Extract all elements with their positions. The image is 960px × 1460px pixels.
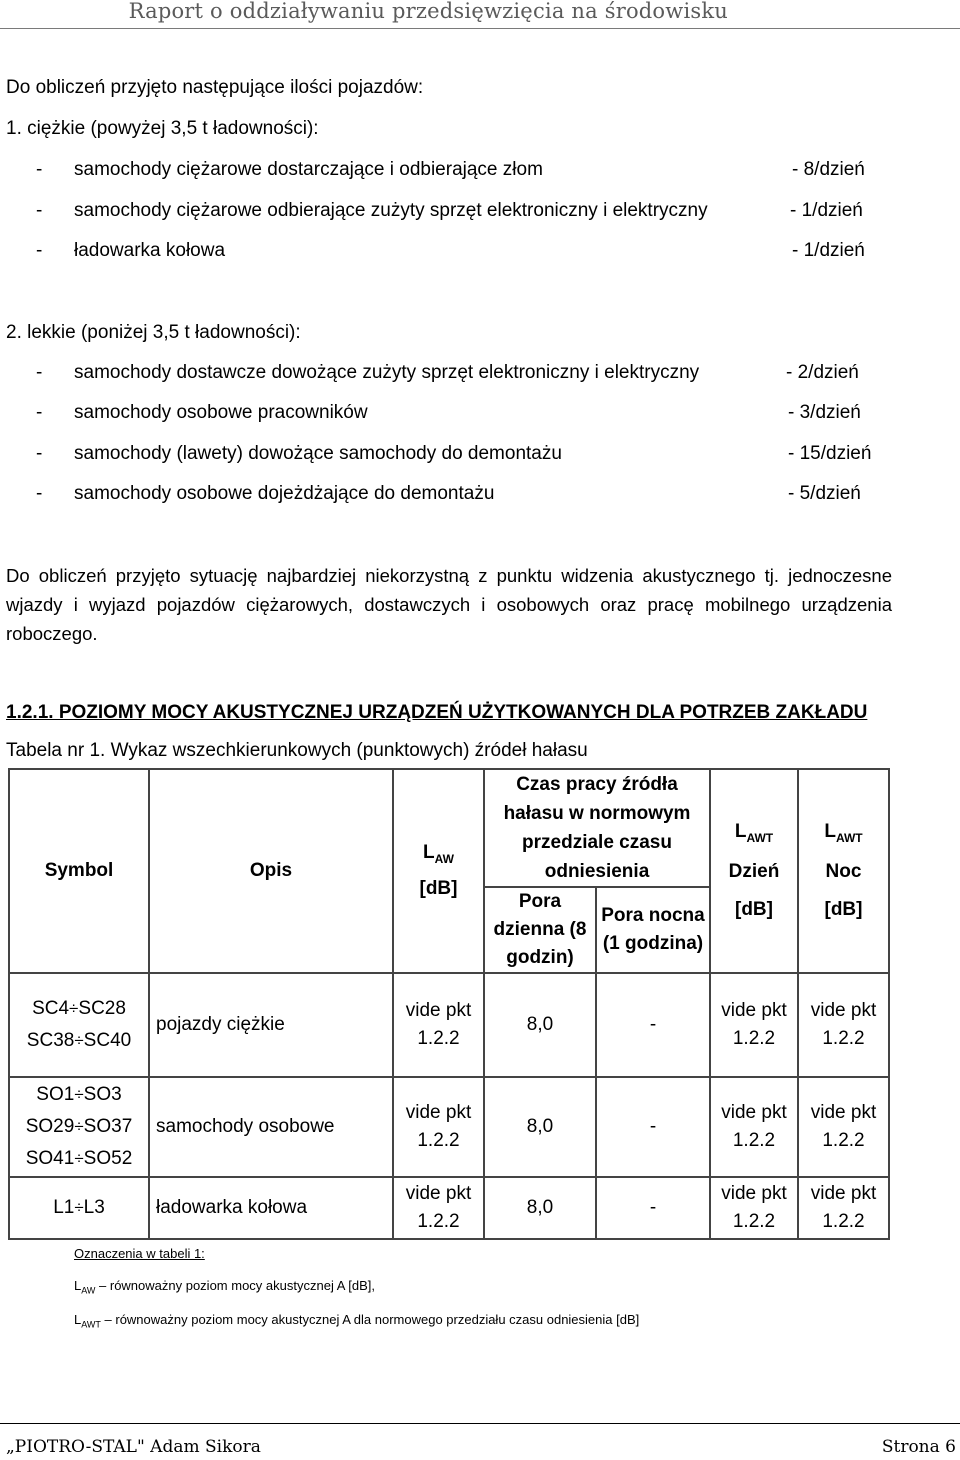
group1-item-rate: - 8/dzień: [792, 159, 865, 180]
lawt-dzien-cell: vide pkt 1.2.2: [710, 973, 798, 1077]
list-dash: -: [36, 200, 43, 221]
table-caption: Tabela nr 1. Wykaz wszechkierunkowych (punktowych) źródeł hałasu: [6, 740, 588, 761]
group2-item-rate: - 3/dzień: [788, 402, 861, 423]
group1-title: 1. ciężkie (powyżej 3,5 t ładowności):: [6, 118, 319, 139]
lawt-dzien-cell: vide pkt 1.2.2: [710, 1177, 798, 1239]
section-heading: 1.2.1. POZIOMY MOCY AKUSTYCZNEJ URZĄDZEŃ UŻYTKOWANYCH DLA POTRZEB ZAKŁADU: [6, 702, 868, 723]
body-paragraph: Do obliczeń przyjęto sytuację najbardziej niekorzystną z punktu widzenia akustycznego tj. jednoczesne wjazdy i wyjazd pojazdów ciężarowych, dostawczych i osobowych oraz pracę mobilnego urządzenia roboczego.: [6, 565, 892, 644]
notes-title: Oznaczenia w tabeli 1:: [74, 1246, 205, 1261]
lawt-noc-cell: vide pkt 1.2.2: [798, 973, 889, 1077]
header-lawt-noc: $L_{AWT}$ Noc [dB]: [798, 769, 889, 973]
lawt-noc-cell: vide pkt 1.2.2: [798, 1077, 889, 1177]
intro-text: Do obliczeń przyjęto następujące ilości pojazdów:: [6, 77, 424, 98]
group2-item-label: samochody (lawety) dowożące samochody do demontażu: [74, 443, 562, 464]
page-header: [0, 0, 960, 29]
group2-title: 2. lekkie (poniżej 3,5 t ładowności):: [6, 322, 301, 343]
opis-cell: pojazdy ciężkie: [149, 973, 393, 1077]
lawt-dzien-cell: vide pkt 1.2.2: [710, 1077, 798, 1177]
group1-item-label: samochody ciężarowe odbierające zużyty sprzęt elektroniczny i elektryczny: [74, 200, 708, 221]
nocna-cell: -: [596, 1177, 710, 1239]
opis-cell: samochody osobowe: [149, 1077, 393, 1177]
symbol-cell: L1÷L3: [9, 1177, 149, 1239]
dzienna-cell: 8,0: [484, 1077, 596, 1177]
law-cell: vide pkt 1.2.2: [393, 973, 484, 1077]
list-dash: -: [36, 240, 43, 261]
note-law: $L_{AW}$ – równoważny poziom mocy akustycznej A [dB],: [74, 1278, 376, 1296]
group1-item-rate: - 1/dzień: [792, 240, 865, 261]
footer-company: „PIOTRO-STAL" Adam Sikora: [6, 1437, 261, 1457]
group1-item-label: samochody ciężarowe dostarczające i odbierające złom: [74, 159, 543, 180]
noise-sources-table: [8, 768, 890, 1240]
header-symbol: Symbol: [9, 769, 149, 973]
law-cell: vide pkt 1.2.2: [393, 1177, 484, 1239]
dzienna-cell: 8,0: [484, 973, 596, 1077]
dzienna-cell: 8,0: [484, 1177, 596, 1239]
list-dash: -: [36, 362, 43, 383]
group2-item-label: samochody osobowe dojeżdżające do demontażu: [74, 483, 495, 504]
footer-rule: [0, 1423, 960, 1424]
header-law: $L_{AW}$ [dB]: [393, 769, 484, 973]
table-row: [9, 973, 889, 1077]
group1-item-label: ładowarka kołowa: [74, 240, 226, 261]
symbol-cell: SC4÷SC28 SC38÷SC40: [9, 973, 149, 1077]
group2-item-label: samochody dostawcze dowożące zużyty sprzęt elektroniczny i elektryczny: [74, 362, 700, 383]
list-dash: -: [36, 159, 43, 180]
header-pora-nocna: Pora nocna (1 godzina): [596, 887, 710, 973]
list-dash: -: [36, 402, 43, 423]
header-lawt-dzien: $L_{AWT}$ Dzień [dB]: [710, 769, 798, 973]
note-lawt: $L_{AWT}$ – równoważny poziom mocy akustycznej A dla normowego przedziału czasu odniesienia [dB]: [74, 1312, 640, 1330]
table-row: [9, 1177, 889, 1239]
nocna-cell: -: [596, 1077, 710, 1177]
lawt-noc-cell: vide pkt 1.2.2: [798, 1177, 889, 1239]
group2-item-label: samochody osobowe pracowników: [74, 402, 368, 423]
header-czas-pracy: Czas pracy źródła hałasu w normowym przedziale czasu odniesienia: [484, 769, 710, 887]
header-title: Raport o oddziaływaniu przedsięwzięcia na środowisku: [128, 0, 728, 23]
group2-item-rate: - 2/dzień: [786, 362, 859, 383]
opis-cell: ładowarka kołowa: [149, 1177, 393, 1239]
header-opis: Opis: [149, 769, 393, 973]
group2-item-rate: - 15/dzień: [788, 443, 872, 464]
group2-item-rate: - 5/dzień: [788, 483, 861, 504]
nocna-cell: -: [596, 973, 710, 1077]
table-row: [9, 1077, 889, 1177]
header-pora-dzienna: Pora dzienna (8 godzin): [484, 887, 596, 973]
list-dash: -: [36, 483, 43, 504]
list-dash: -: [36, 443, 43, 464]
law-cell: vide pkt 1.2.2: [393, 1077, 484, 1177]
symbol-cell: SO1÷SO3 SO29÷SO37 SO41÷SO52: [9, 1077, 149, 1177]
footer-page-number: Strona 6: [881, 1437, 956, 1457]
group1-item-rate: - 1/dzień: [790, 200, 863, 221]
